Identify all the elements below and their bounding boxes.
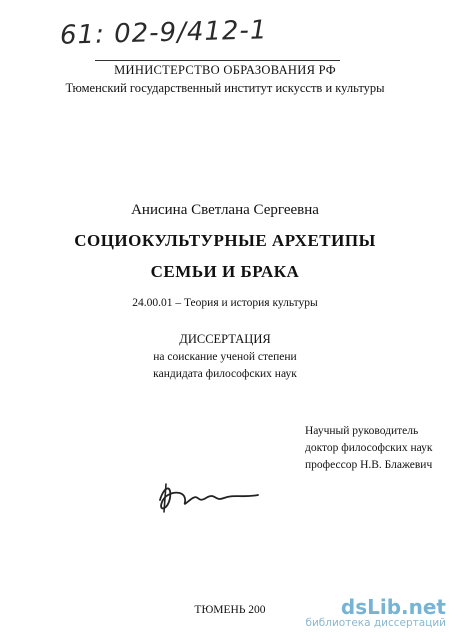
ministry-heading: МИНИСТЕРСТВО ОБРАЗОВАНИЯ РФ bbox=[114, 63, 336, 77]
site-watermark bbox=[305, 595, 446, 629]
author-name: Анисина Светлана Сергеевна bbox=[131, 202, 319, 218]
thesis-title-line-2: СЕМЬИ И БРАКА bbox=[150, 262, 300, 281]
degree-line-1: на соискание ученой степени bbox=[153, 351, 297, 363]
thesis-title-line-1: СОЦИОКУЛЬТУРНЫЕ АРХЕТИПЫ bbox=[74, 231, 376, 250]
handwritten-archive-code: 61: 02-9/412-1 bbox=[59, 15, 268, 51]
handwritten-signature bbox=[150, 478, 270, 518]
institute-name: Тюменский государственный институт искусств и культуры bbox=[65, 81, 385, 95]
watermark-logo: dsLib.net bbox=[340, 595, 446, 619]
supervisor-name: профессор Н.В. Блажевич bbox=[305, 459, 433, 471]
supervisor-degree: доктор философских наук bbox=[305, 442, 433, 454]
header-rule bbox=[95, 60, 340, 61]
supervisor-role: Научный руководитель bbox=[305, 425, 419, 437]
degree-line-2: кандидата философских наук bbox=[153, 368, 297, 380]
dissertation-label: ДИССЕРТАЦИЯ bbox=[179, 332, 271, 346]
specialty-code: 24.00.01 – Теория и история культуры bbox=[132, 297, 318, 309]
city-year: ТЮМЕНЬ 200 bbox=[194, 604, 266, 616]
watermark-subtitle: библиотека диссертаций bbox=[305, 617, 446, 629]
